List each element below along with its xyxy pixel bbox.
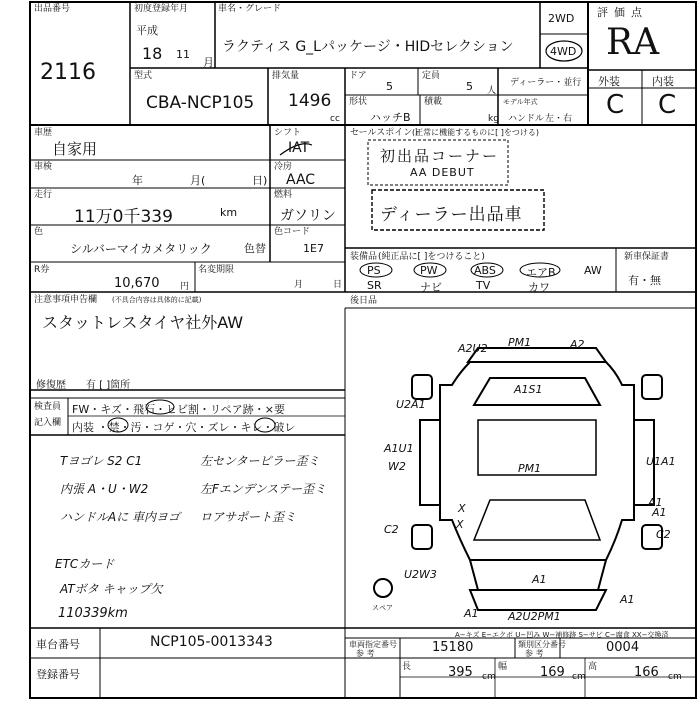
sales-point-sub: (正常に機能するものに[ ]をつける) [412,128,540,137]
car-name-label: 車名・グレード [218,4,282,14]
exterior-label: 外装 [598,75,620,88]
diagram-mark: A1 [464,607,479,620]
equip-tv: TV [476,279,491,292]
length-unit: cm [482,672,496,682]
displacement-label: 排気量 [272,71,300,81]
diagram-mark: A1U1 [384,442,414,455]
equipment-sub: (純正品に[ ]をつけること) [378,252,485,262]
fuel: ガソリン [280,208,336,224]
recycle-fee: 10,670 [114,276,160,291]
rating-score: RA [606,22,660,63]
diagram-mark: C2 [384,523,399,536]
diagram-mark: W2 [388,460,406,473]
diagram-mark: A1 [532,573,547,586]
length-label: 長 [402,662,412,672]
chassis-label: 車台番号 [36,638,80,651]
warranty-value: 有・無 [628,274,661,287]
width-unit: cm [572,672,586,682]
diagram-mark: A2U2 [458,342,488,355]
class-label: 類別区分番号 [518,640,566,649]
displacement: 1496 [288,91,332,111]
diagram-mark: U2W3 [404,568,437,581]
recycle-unit: 円 [180,282,190,292]
debut-stamp-sub: AA DEBUT [410,166,475,179]
handle-label: ハンドル [508,114,545,124]
inspection-label: 車検 [34,162,53,172]
equip-pw: PW [420,264,438,277]
notes-label: 注意事項申告欄 [34,295,98,305]
handwritten-note-7: ETCカード [55,557,115,571]
mileage-unit: km [220,206,238,219]
width-label: 幅 [498,662,508,672]
designation-label: 車両指定番号 [349,640,397,649]
inspector-row-2: 内装 ・禁・汚・コゲ・穴・ズレ・キレ・破レ [72,421,296,434]
handwritten-note-1: Tヨゴレ S2 C1 [60,454,143,468]
diagram-mark: A1S1 [514,383,543,396]
dealer-label: ディーラー・並行 [510,78,582,88]
chassis-no: NCP105-0013343 [150,634,273,650]
displacement-unit: cc [330,114,340,124]
4wd-label: 4WD [550,45,577,58]
handle-value: 左・右 [545,114,573,124]
handwritten-note-5: 左Fエンデンステー歪ミ [200,482,327,496]
handwritten-note-6: ロアサポート歪ミ [200,510,297,524]
equip-leather: カワ [528,281,550,294]
handwritten-note-3: ハンドルAに 車内ヨゴ [60,510,181,524]
diagram-mark: A1 [648,496,663,509]
capacity: 5 [466,80,473,93]
diagram-mark: A2U2PM1 [508,610,561,623]
diagram-mark: U1A1 [646,455,676,468]
equip-navi: ナビ [420,281,442,294]
diagram-mark: C2 [656,528,671,541]
inspection-day-unit: 日) [252,174,268,187]
model-label: 型式 [134,71,153,81]
inspector-row-1: FW・キズ・飛石・ヒビ割・リペア跡・×要 [72,403,285,416]
height: 166 [634,665,659,680]
first-reg-month-unit: 月 [203,56,214,69]
deadline-label: 名変期限 [198,265,235,275]
history-label: 車歴 [34,128,53,138]
inspection-year-unit: 年 [132,174,143,187]
diagram-mark: A1 [620,593,635,606]
dealer-stamp-text: ディーラー出品車 [380,205,523,225]
damage-legend: A−キズ E−エクボ U−凹み W−補修跡 S−サビ C−腐食 XX−交換済 [455,631,669,639]
rating-label: 評価点 [597,6,648,19]
shape: ハッチB [370,111,411,124]
diagram-mark: X [458,502,466,515]
doors-label: ドア [349,71,367,81]
diagram-mark: X [456,518,464,531]
notes-sub: (不具合内容は具体的に記載) [112,296,202,304]
color-code-sub: 色コード [274,227,311,237]
shift-label: シフト [274,128,302,138]
equip-sr: SR [367,279,382,292]
color-label: 色 [34,227,44,237]
width: 169 [540,665,565,680]
warranty-label: 新車保証書 [624,252,670,262]
shift: IAT [288,140,310,156]
color: シルバーマイカメタリック [70,242,212,256]
model-year-label: モデル年式 [503,98,538,106]
inspector-label-2: 記入欄 [34,418,62,428]
diagram-mark: U2A1 [396,398,426,411]
recycle-label: R券 [34,265,50,275]
color-change-label: 色替 [244,242,266,255]
fuel-label: 燃料 [274,190,293,200]
registration-label: 登録番号 [36,668,80,681]
diagram-mark: A1 [652,506,667,519]
designation-no: 15180 [432,640,474,655]
repair-label: 修復歴 [36,380,66,391]
car-name: ラクティス G_Lパッケージ・HIDセレクション [222,39,514,55]
equipment-label: 装備品 [350,252,378,262]
after-items-label: 後日品 [350,296,378,306]
mileage-label: 走行 [34,190,53,200]
diagram-mark: A2 [570,338,585,351]
notes-value: スタットレスタイヤ社外AW [42,313,244,332]
capacity-label: 定員 [422,71,441,81]
length: 395 [448,665,473,680]
shape-label: 形状 [349,97,368,107]
height-label: 高 [588,662,598,672]
handwritten-note-4: 左センターピラー歪ミ [200,454,320,468]
sales-point-label: セールスポイント [350,128,422,138]
first-reg-month: 11 [176,48,190,61]
deadline-day-unit: 日 [333,280,343,290]
doors: 5 [386,80,393,93]
equip-ps: PS [367,264,381,277]
load-unit: kg [488,114,499,124]
equip-airbag: エアB [526,266,556,279]
auction-no-label: 出品番号 [34,4,71,14]
2wd-label: 2WD [548,12,575,25]
interior-label: 内装 [652,75,674,88]
handwritten-note-2: 内張 A・U・W2 [60,482,149,496]
color-code: 1E7 [303,242,324,255]
height-unit: cm [668,672,682,682]
first-reg-label: 初度登録年月 [134,4,189,14]
debut-stamp-text: 初出品コーナー [380,147,500,165]
diagram-mark: PM1 [518,462,542,475]
designation-sub: 参 考 [356,649,375,658]
first-reg-era: 平成 [136,24,158,37]
model-code: CBA-NCP105 [146,93,255,113]
inspection-month-unit: 月( [190,174,206,187]
mileage: 11万0千339 [74,207,173,227]
equip-abs: ABS [474,264,496,277]
diagram-mark: PM1 [508,336,532,349]
deadline-month-unit: 月 [294,280,304,290]
class-sub: 参 考 [525,649,544,658]
equip-aw: AW [584,264,602,277]
handwritten-note-8: ATボタ キャップ欠 [60,582,163,596]
history: 自家用 [52,140,98,158]
ac-label: 冷房 [274,162,293,172]
repair-value: 有 [ ]箇所 [86,380,131,391]
load-label: 積載 [424,97,443,107]
spare-label: スペア [372,604,393,612]
class-no: 0004 [606,640,640,655]
ac: AAC [286,172,316,188]
capacity-unit: 人 [487,86,497,96]
interior-grade: C [658,90,677,120]
handwritten-note-9: 110339km [58,606,128,621]
auction-no: 2116 [40,60,96,85]
first-reg-year: 18 [142,44,163,63]
exterior-grade: C [606,90,625,120]
inspector-label-1: 検査員 [34,402,62,412]
